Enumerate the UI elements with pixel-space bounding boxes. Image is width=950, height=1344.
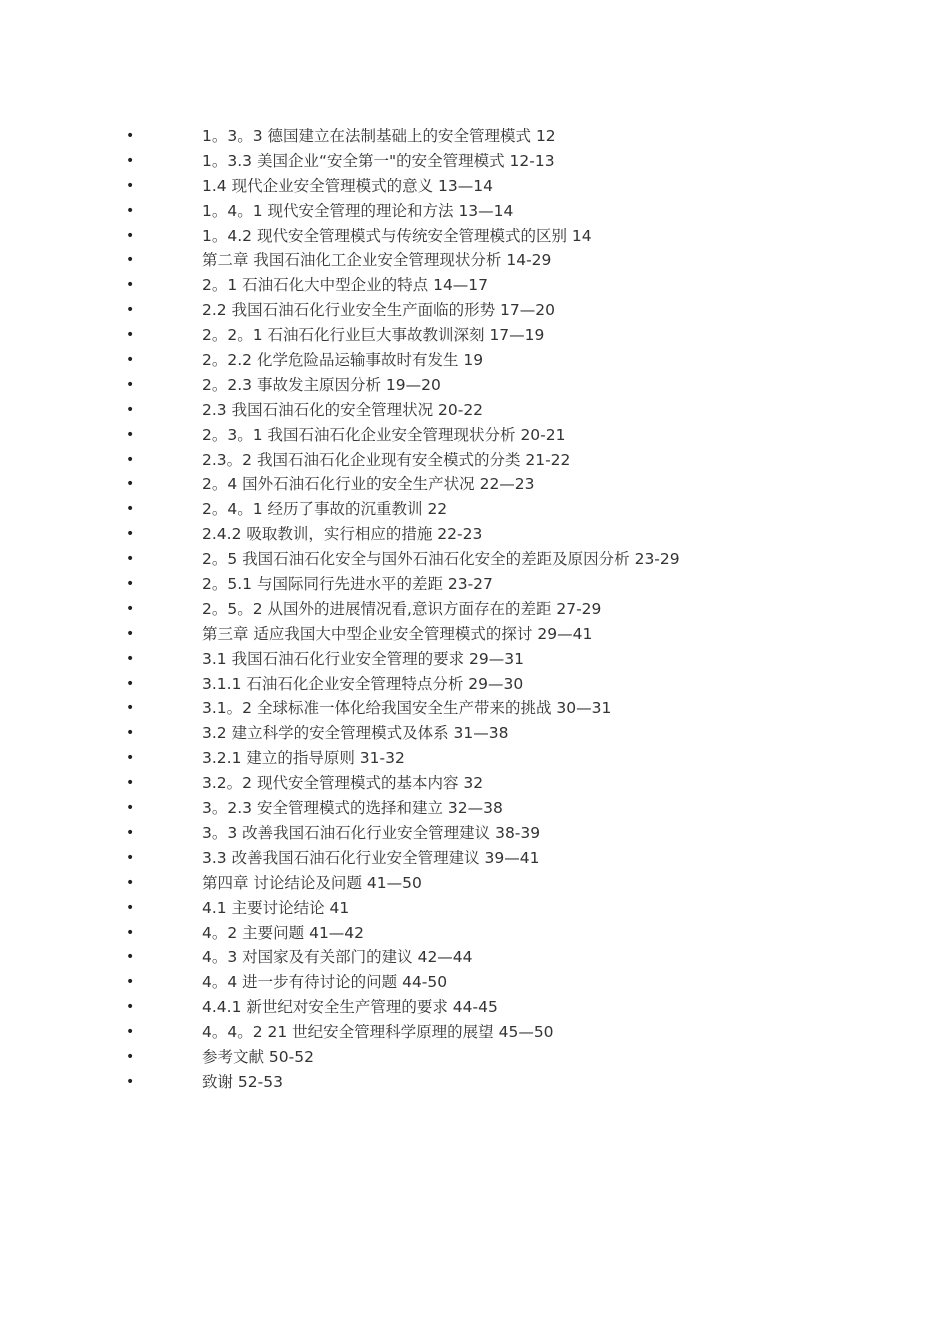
toc-entry-text: 2。1 石油石化大中型企业的特点 14—17 xyxy=(202,276,489,295)
toc-entry xyxy=(0,224,950,249)
toc-entry-text: 4.4.1 新世纪对安全生产管理的要求 44-45 xyxy=(202,998,498,1017)
bullet-icon: • xyxy=(126,849,135,866)
toc-entry-text: 3.3 改善我国石油石化行业安全管理建议 39—41 xyxy=(202,848,540,867)
toc-entry xyxy=(0,149,950,174)
toc-entry xyxy=(0,871,950,896)
bullet-icon: • xyxy=(126,775,135,792)
toc-entry xyxy=(0,1070,950,1095)
bullet-icon: • xyxy=(126,924,135,941)
bullet-icon: • xyxy=(126,974,135,991)
bullet-icon: • xyxy=(126,999,135,1016)
toc-entry-text: 3.2.1 建立的指导原则 31-32 xyxy=(202,749,405,768)
toc-entry-text: 第四章 讨论结论及问题 41—50 xyxy=(202,873,422,892)
bullet-icon: • xyxy=(126,551,135,568)
toc-entry xyxy=(0,323,950,348)
toc-entry xyxy=(0,846,950,871)
toc-entry xyxy=(0,273,950,298)
bullet-icon: • xyxy=(126,824,135,841)
toc-entry xyxy=(0,696,950,721)
bullet-icon: • xyxy=(126,949,135,966)
toc-entry-text: 1。4.2 现代安全管理模式与传统安全管理模式的区别 14 xyxy=(202,226,592,245)
toc-entry-text: 4。3 对国家及有关部门的建议 42—44 xyxy=(202,948,473,967)
toc-entry xyxy=(0,672,950,697)
toc-entry xyxy=(0,1045,950,1070)
bullet-icon: • xyxy=(126,576,135,593)
toc-entry-text: 2。5 我国石油石化安全与国外石油石化安全的差距及原因分析 23-29 xyxy=(202,550,680,569)
toc-entry xyxy=(0,771,950,796)
bullet-icon: • xyxy=(126,476,135,493)
toc-entry-text: 4.1 主要讨论结论 41 xyxy=(202,898,350,917)
bullet-icon: • xyxy=(126,327,135,344)
bullet-icon: • xyxy=(126,750,135,767)
bullet-icon: • xyxy=(126,700,135,717)
toc-entry-text: 2.3 我国石油石化的安全管理状况 20-22 xyxy=(202,400,484,419)
bullet-icon: • xyxy=(126,1024,135,1041)
toc-entry xyxy=(0,622,950,647)
toc-entry xyxy=(0,821,950,846)
bullet-icon: • xyxy=(126,501,135,518)
bullet-icon: • xyxy=(126,302,135,319)
toc-entry xyxy=(0,547,950,572)
toc-entry-text: 2。5。2 从国外的进展情况看,意识方面存在的差距 27-29 xyxy=(202,599,602,618)
toc-entry-text: 3.1。2 全球标准一体化给我国安全生产带来的挑战 30—31 xyxy=(202,699,612,718)
toc-entry xyxy=(0,348,950,373)
bullet-icon: • xyxy=(126,800,135,817)
toc-entry xyxy=(0,199,950,224)
bullet-icon: • xyxy=(126,650,135,667)
toc-entry xyxy=(0,298,950,323)
toc-entry xyxy=(0,896,950,921)
toc-entry-text: 2.3。2 我国石油石化企业现有安全模式的分类 21-22 xyxy=(202,450,571,469)
toc-entry-text: 3。2.3 安全管理模式的选择和建立 32—38 xyxy=(202,799,503,818)
toc-entry xyxy=(0,746,950,771)
toc-entry xyxy=(0,522,950,547)
bullet-icon: • xyxy=(126,675,135,692)
toc-entry-text: 第二章 我国石油化工企业安全管理现状分析 14-29 xyxy=(202,251,552,270)
bullet-icon: • xyxy=(126,874,135,891)
toc-entry-text: 2。2。1 石油石化行业巨大事故教训深刻 17—19 xyxy=(202,326,545,345)
bullet-icon: • xyxy=(126,526,135,543)
toc-entry xyxy=(0,124,950,149)
bullet-icon: • xyxy=(126,1048,135,1065)
toc-entry xyxy=(0,398,950,423)
toc-entry xyxy=(0,448,950,473)
bullet-icon: • xyxy=(126,202,135,219)
toc-entry xyxy=(0,1020,950,1045)
toc-entry-text: 3。3 改善我国石油石化行业安全管理建议 38-39 xyxy=(202,823,541,842)
bullet-icon: • xyxy=(126,152,135,169)
bullet-icon: • xyxy=(126,625,135,642)
bullet-icon: • xyxy=(126,177,135,194)
toc-entry xyxy=(0,945,950,970)
toc-entry xyxy=(0,423,950,448)
bullet-icon: • xyxy=(126,376,135,393)
bullet-icon: • xyxy=(126,227,135,244)
toc-entry-text: 2。3。1 我国石油石化企业安全管理现状分析 20-21 xyxy=(202,425,566,444)
toc-entry xyxy=(0,248,950,273)
toc-entry-text: 3.2 建立科学的安全管理模式及体系 31—38 xyxy=(202,724,509,743)
toc-entry xyxy=(0,796,950,821)
toc-entry xyxy=(0,995,950,1020)
toc-entry-text: 致谢 52-53 xyxy=(202,1072,283,1091)
toc-entry-text: 4。2 主要问题 41—42 xyxy=(202,923,365,942)
toc-entry xyxy=(0,572,950,597)
toc-entry-text: 3.1.1 石油石化企业安全管理特点分析 29—30 xyxy=(202,674,524,693)
toc-entry-text: 2。4。1 经历了事故的沉重教训 22 xyxy=(202,500,448,519)
toc-entry-text: 2.4.2 吸取教训，实行相应的措施 22-23 xyxy=(202,525,483,544)
toc-entry-text: 3.2。2 现代安全管理模式的基本内容 32 xyxy=(202,774,484,793)
toc-entry xyxy=(0,721,950,746)
toc-entry-text: 2。2.3 事故发主原因分析 19—20 xyxy=(202,375,441,394)
bullet-icon: • xyxy=(126,128,135,144)
toc-entry xyxy=(0,647,950,672)
bullet-icon: • xyxy=(126,401,135,418)
table-of-contents xyxy=(0,124,950,1095)
toc-entry xyxy=(0,174,950,199)
toc-entry-text: 1。4。1 现代安全管理的理论和方法 13—14 xyxy=(202,201,514,220)
toc-entry-text: 1。3。3 德国建立在法制基础上的安全管理模式 12 xyxy=(202,127,556,145)
toc-entry xyxy=(0,497,950,522)
toc-entry-text: 2.2 我国石油石化行业安全生产面临的形势 17—20 xyxy=(202,301,555,320)
bullet-icon: • xyxy=(126,426,135,443)
toc-entry-text: 3.1 我国石油石化行业安全管理的要求 29—31 xyxy=(202,649,524,668)
toc-entry xyxy=(0,472,950,497)
toc-entry-text: 第三章 适应我国大中型企业安全管理模式的探讨 29—41 xyxy=(202,624,593,643)
toc-entry-text: 2。4 国外石油石化行业的安全生产状况 22—23 xyxy=(202,475,535,494)
bullet-icon: • xyxy=(126,451,135,468)
toc-entry-text: 参考文献 50-52 xyxy=(202,1047,314,1066)
toc-entry-text: 4。4 进一步有待讨论的问题 44-50 xyxy=(202,973,448,992)
bullet-icon: • xyxy=(126,899,135,916)
toc-entry-text: 1。3.3 美国企业“安全第一"的安全管理模式 12-13 xyxy=(202,151,555,170)
bullet-icon: • xyxy=(126,600,135,617)
toc-entry-text: 1.4 现代企业安全管理模式的意义 13—14 xyxy=(202,176,493,195)
bullet-icon: • xyxy=(126,352,135,369)
toc-entry-text: 2。2.2 化学危险品运输事故时有发生 19 xyxy=(202,351,484,370)
bullet-icon: • xyxy=(126,277,135,294)
toc-entry-text: 2。5.1 与国际同行先进水平的差距 23-27 xyxy=(202,575,493,594)
toc-entry-text: 4。4。2 21 世纪安全管理科学原理的展望 45—50 xyxy=(202,1023,554,1042)
bullet-icon: • xyxy=(126,1073,135,1090)
toc-entry xyxy=(0,373,950,398)
toc-entry xyxy=(0,597,950,622)
bullet-icon: • xyxy=(126,252,135,269)
toc-entry xyxy=(0,921,950,946)
bullet-icon: • xyxy=(126,725,135,742)
toc-entry xyxy=(0,970,950,995)
